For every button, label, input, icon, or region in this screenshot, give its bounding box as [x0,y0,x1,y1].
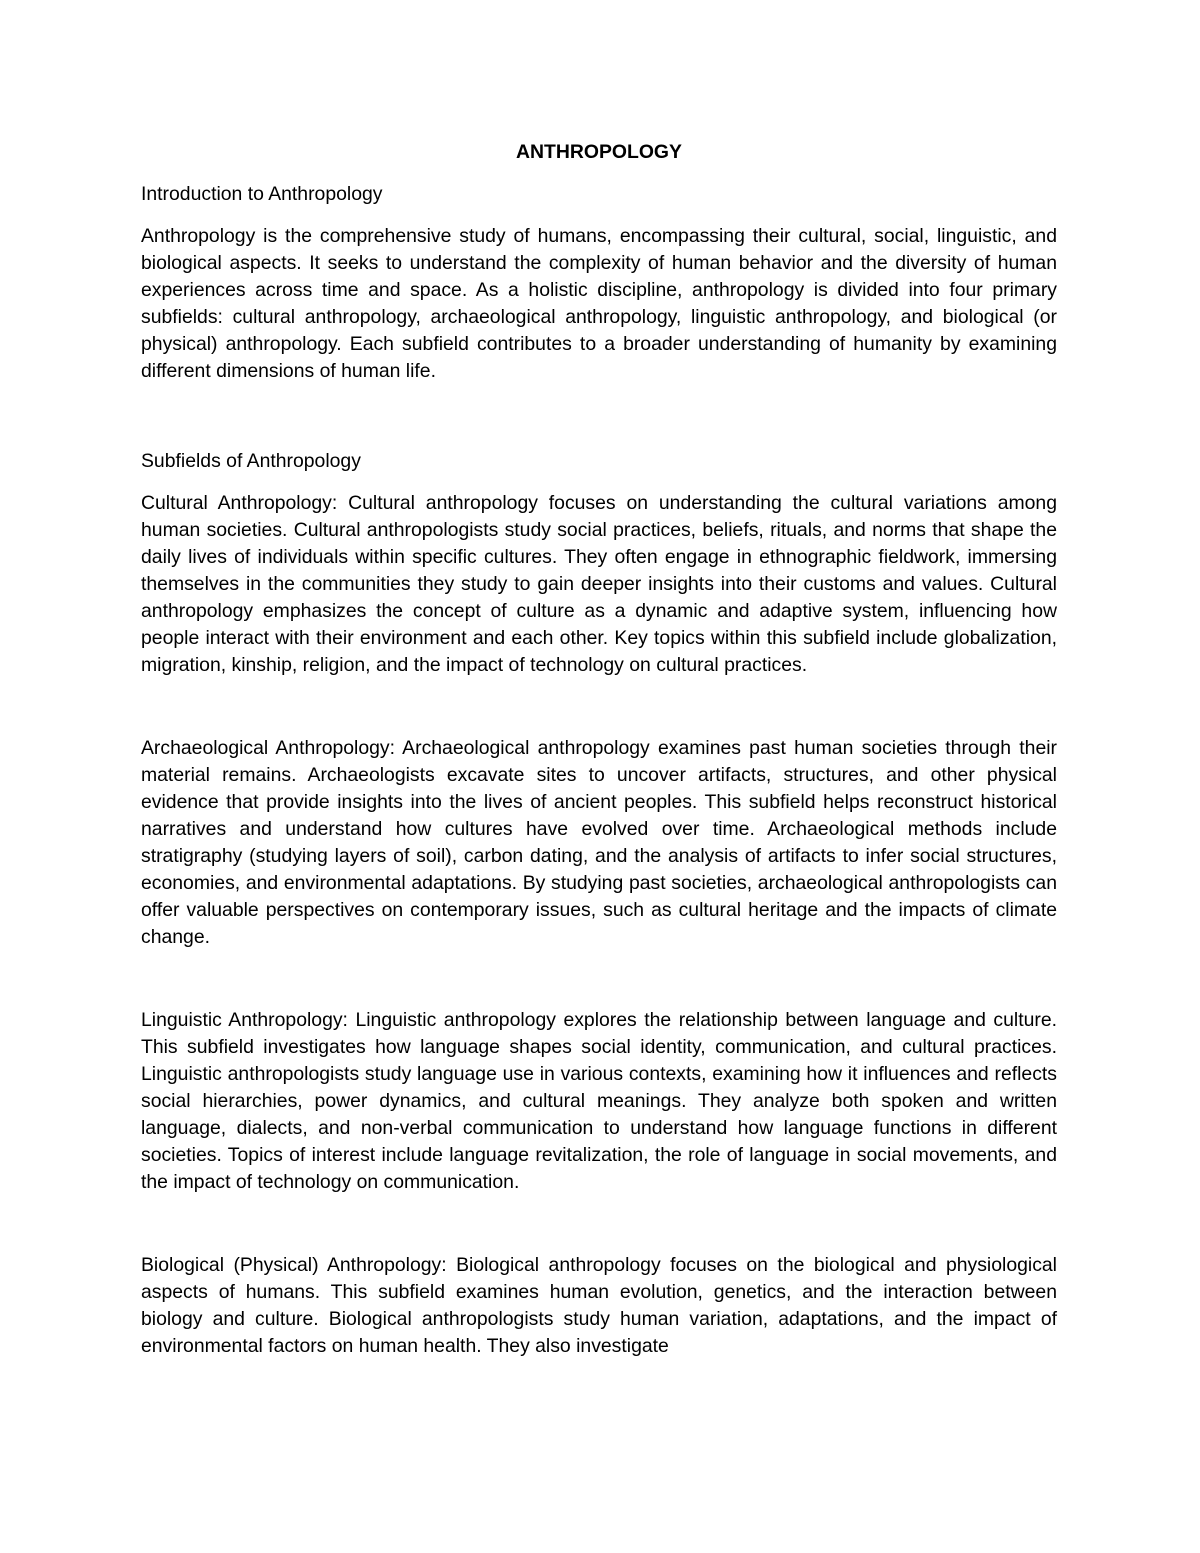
document-title: ANTHROPOLOGY [516,141,682,163]
intro-paragraph: Anthropology is the comprehensive study of humans, encompassing their cultural, social, linguistic, and biological aspects. It seeks to understand the complexity of human behavior and the diversity of human experiences across time and space. As a holistic discipline, anthropology is divided into four primary subfields: cultural anthropology, archaeological anthropology, linguistic anthropology, and biological (or physical) anthropology. Each subfield contributes to a broader understanding of humanity by examining different dimensions of human life. [141,225,1057,382]
section-archaeological-anthropology: Archaeological Anthropology: Archaeological anthropology examines past human societies through their material remains. Archaeologists excavate sites to uncover artifacts, structures, and other physical evidence that provide insights into the lives of ancient peoples. This subfield helps reconstruct historical narratives and understand how cultures have evolved over time. Archaeological methods include stratigraphy (studying layers of soil), carbon dating, and the analysis of artifacts to infer social structures, economies, and environmental adaptations. By studying past societies, archaeological anthropologists can offer valuable perspectives on contemporary issues, such as cultural heritage and the impacts of climate change. [141,737,1057,948]
section-linguistic-anthropology: Linguistic Anthropology: Linguistic anthropology explores the relationship between language and culture. This subfield investigates how language shapes social identity, communication, and cultural practices. Linguistic anthropologists study language use in various contexts, examining how it influences and reflects social hierarchies, power dynamics, and cultural meanings. They analyze both spoken and written language, dialects, and non-verbal communication to understand how language functions in different societies. Topics of interest include language revitalization, the role of language in social movements, and the impact of technology on communication. [141,1009,1057,1193]
intro-heading: Introduction to Anthropology [141,183,383,205]
subfields-heading: Subfields of Anthropology [141,450,361,472]
section-biological-anthropology: Biological (Physical) Anthropology: Biological anthropology focuses on the biological and physiological aspects of humans. This subfield examines human evolution, genetics, and the interaction between biology and culture. Biological anthropologists study human variation, adaptations, and the impact of environmental factors on human health. They also investigate [141,1254,1057,1357]
document-body [141,139,1057,1360]
section-cultural-anthropology: Cultural Anthropology: Cultural anthropology focuses on understanding the cultural variations among human societies. Cultural anthropologists study social practices, beliefs, rituals, and norms that shape the daily lives of individuals within specific cultures. They often engage in ethnographic fieldwork, immersing themselves in the communities they study to gain deeper insights into their customs and values. Cultural anthropology emphasizes the concept of culture as a dynamic and adaptive system, influencing how people interact with their environment and each other. Key topics within this subfield include globalization, migration, kinship, religion, and the impact of technology on cultural practices. [141,492,1057,676]
